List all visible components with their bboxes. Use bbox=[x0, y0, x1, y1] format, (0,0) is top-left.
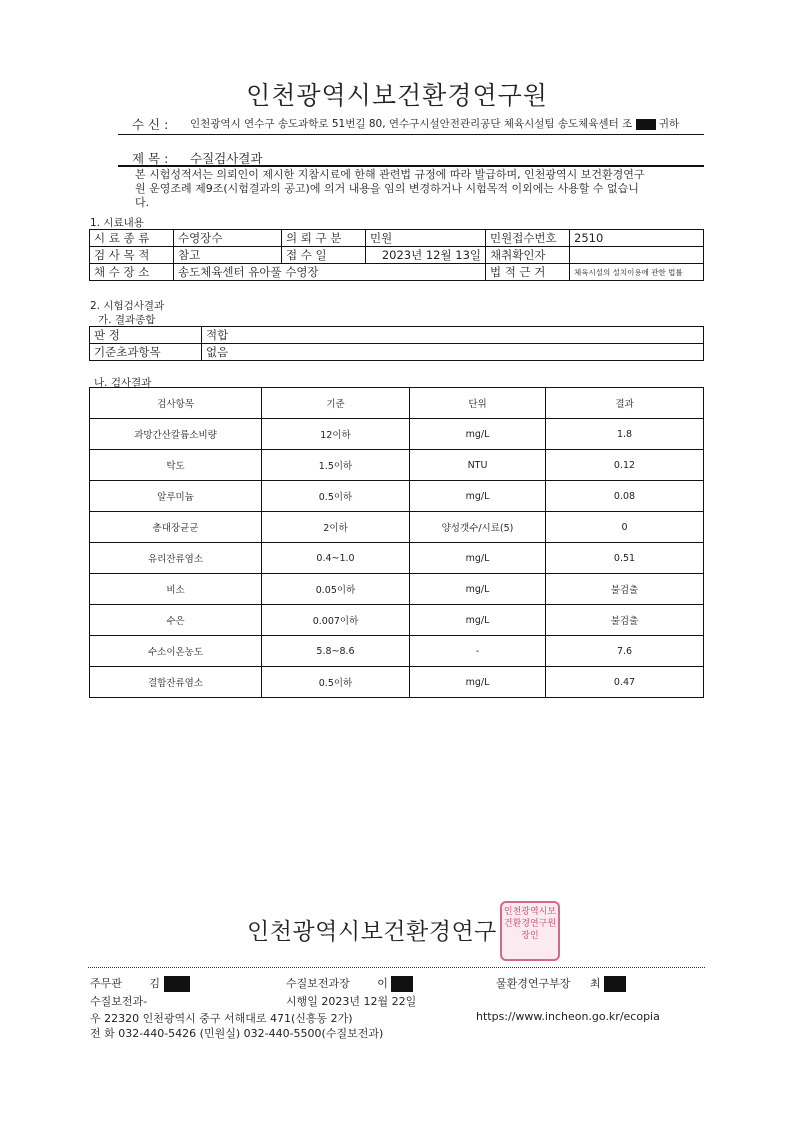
standard: 0.007이하 bbox=[262, 605, 410, 636]
website-link[interactable]: https://www.incheon.go.kr/ecopia bbox=[476, 1010, 660, 1023]
standard: 0.5이하 bbox=[262, 481, 410, 512]
address: 우 22320 인천광역시 중구 서해대로 471(신흥동 2가) bbox=[90, 1012, 353, 1025]
item: 수은 bbox=[90, 605, 262, 636]
standard: 0.05이하 bbox=[262, 574, 410, 605]
legal-basis-label: 법 적 근 거 bbox=[486, 264, 570, 281]
standard: 2이하 bbox=[262, 512, 410, 543]
verdict-label: 판 정 bbox=[90, 327, 202, 344]
purpose: 참고 bbox=[174, 247, 282, 264]
item: 비소 bbox=[90, 574, 262, 605]
result: 불검출 bbox=[546, 605, 704, 636]
table-row bbox=[90, 636, 704, 667]
unit: mg/L bbox=[410, 574, 546, 605]
result: 0.47 bbox=[546, 667, 704, 698]
redacted-name bbox=[636, 119, 656, 130]
intro-line-1: 본 시험성적서는 의뢰인이 제시한 지참시료에 한해 관련법 규정에 따라 발급하며, 인천광역시 보건환경연구 bbox=[135, 168, 645, 181]
redacted-manager bbox=[391, 976, 413, 992]
intro-paragraph bbox=[135, 168, 705, 210]
purpose-label: 검 사 목 적 bbox=[90, 247, 174, 264]
location-label: 채 수 장 소 bbox=[90, 264, 174, 281]
intro-line-3: 다. bbox=[135, 196, 150, 209]
sampler-label: 채취확인자 bbox=[486, 247, 570, 264]
standard: 0.5이하 bbox=[262, 667, 410, 698]
summary-heading: 가. 결과종합 bbox=[98, 314, 156, 326]
table-row bbox=[90, 667, 704, 698]
document-title: 인천광역시보건환경연구원 bbox=[246, 81, 548, 110]
col-standard: 기준 bbox=[262, 388, 410, 419]
result: 0.51 bbox=[546, 543, 704, 574]
table-row bbox=[90, 574, 704, 605]
section2-heading: 2. 시험검사결과 bbox=[90, 300, 165, 312]
director-block bbox=[496, 975, 626, 992]
phone-numbers: 전 화 032-440-5426 (민원실) 032-440-5500(수질보전과) bbox=[90, 1027, 384, 1040]
redacted-director bbox=[604, 976, 626, 992]
legal-basis: 체육시설의 설치이용에 관한 법률 bbox=[570, 264, 704, 281]
col-result: 결과 bbox=[546, 388, 704, 419]
seal-text: 인천광역시보건환경연구원장인 bbox=[503, 907, 557, 941]
subject-rule bbox=[118, 165, 704, 167]
officer-block bbox=[90, 975, 190, 992]
table-row bbox=[90, 512, 704, 543]
exceeded: 없음 bbox=[202, 344, 704, 361]
standard: 12이하 bbox=[262, 419, 410, 450]
manager-block bbox=[286, 975, 413, 992]
unit: mg/L bbox=[410, 667, 546, 698]
sample-info-table bbox=[89, 229, 704, 281]
footer-divider bbox=[88, 967, 705, 968]
item: 수소이온농도 bbox=[90, 636, 262, 667]
result: 0.12 bbox=[546, 450, 704, 481]
table-row bbox=[90, 543, 704, 574]
receipt-no: 2510 bbox=[570, 230, 704, 247]
recipient-suffix: 귀하 bbox=[658, 118, 680, 130]
unit: - bbox=[410, 636, 546, 667]
recipient-value: 인천광역시 연수구 송도과학로 51번길 80, 연수구시설안전관리공단 체육시설팀 송도체육센터 조 bbox=[190, 118, 633, 130]
unit: mg/L bbox=[410, 481, 546, 512]
result: 불검출 bbox=[546, 574, 704, 605]
section1-heading: 1. 시료내용 bbox=[90, 217, 144, 229]
unit: mg/L bbox=[410, 605, 546, 636]
table-row bbox=[90, 450, 704, 481]
redacted-officer bbox=[164, 976, 190, 992]
location: 송도체육센터 유아풀 수영장 bbox=[174, 264, 486, 281]
result: 0 bbox=[546, 512, 704, 543]
table-row bbox=[90, 481, 704, 512]
subject-label: 제 목 : bbox=[132, 151, 169, 166]
result: 7.6 bbox=[546, 636, 704, 667]
manager-name: 이 bbox=[377, 977, 388, 990]
verdict: 적합 bbox=[202, 327, 704, 344]
manager-label: 수질보전과장 bbox=[286, 977, 350, 990]
summary-table bbox=[89, 326, 704, 361]
officer-label: 주무관 bbox=[90, 977, 122, 990]
result: 1.8 bbox=[546, 419, 704, 450]
col-item: 검사항목 bbox=[90, 388, 262, 419]
request-type-label: 의 뢰 구 분 bbox=[282, 230, 366, 247]
col-unit: 단위 bbox=[410, 388, 546, 419]
unit: mg/L bbox=[410, 419, 546, 450]
officer-name: 김 bbox=[149, 977, 161, 990]
item: 탁도 bbox=[90, 450, 262, 481]
table-row bbox=[90, 419, 704, 450]
subject-value: 수질검사결과 bbox=[190, 151, 263, 166]
item: 총대장균군 bbox=[90, 512, 262, 543]
sampler bbox=[570, 247, 704, 264]
unit: NTU bbox=[410, 450, 546, 481]
item: 알루미늄 bbox=[90, 481, 262, 512]
standard: 0.4~1.0 bbox=[262, 543, 410, 574]
results-table bbox=[89, 387, 704, 698]
request-type: 민원 bbox=[366, 230, 486, 247]
received-label: 접 수 일 bbox=[282, 247, 366, 264]
director-label: 물환경연구부장 bbox=[496, 977, 571, 990]
unit: 양성갯수/시료(5) bbox=[410, 512, 546, 543]
table-row bbox=[90, 605, 704, 636]
results-header-row bbox=[90, 388, 704, 419]
recipient-line bbox=[190, 116, 679, 131]
director-name: 최 bbox=[589, 977, 601, 990]
standard: 5.8~8.6 bbox=[262, 636, 410, 667]
received-date: 2023년 12월 13일 bbox=[366, 247, 486, 264]
unit: mg/L bbox=[410, 543, 546, 574]
issuer-name: 인천광역시보건환경연구 bbox=[247, 919, 497, 945]
item: 결합잔류염소 bbox=[90, 667, 262, 698]
results-heading: 나. 검사결과 bbox=[94, 377, 152, 389]
item: 과망간산칼륨소비량 bbox=[90, 419, 262, 450]
intro-line-2: 원 운영조례 제9조(시험결과의 공고)에 의거 내용을 임의 변경하거나 시험목적 이외에는 사용할 수 없습니 bbox=[135, 182, 639, 195]
exceeded-label: 기준초과항목 bbox=[90, 344, 202, 361]
dept-text: 수질보전과- bbox=[90, 995, 148, 1008]
sample-type-label: 시 료 종 류 bbox=[94, 231, 150, 245]
sample-type: 수영장수 bbox=[174, 230, 282, 247]
item: 유리잔류염소 bbox=[90, 543, 262, 574]
recipient-label: 수 신 : bbox=[132, 117, 169, 132]
official-seal bbox=[500, 901, 560, 961]
result: 0.08 bbox=[546, 481, 704, 512]
standard: 1.5이하 bbox=[262, 450, 410, 481]
issue-date: 시행일 2023년 12월 22일 bbox=[286, 995, 417, 1008]
receipt-no-label: 민원접수번호 bbox=[486, 230, 570, 247]
recipient-rule bbox=[118, 134, 704, 135]
